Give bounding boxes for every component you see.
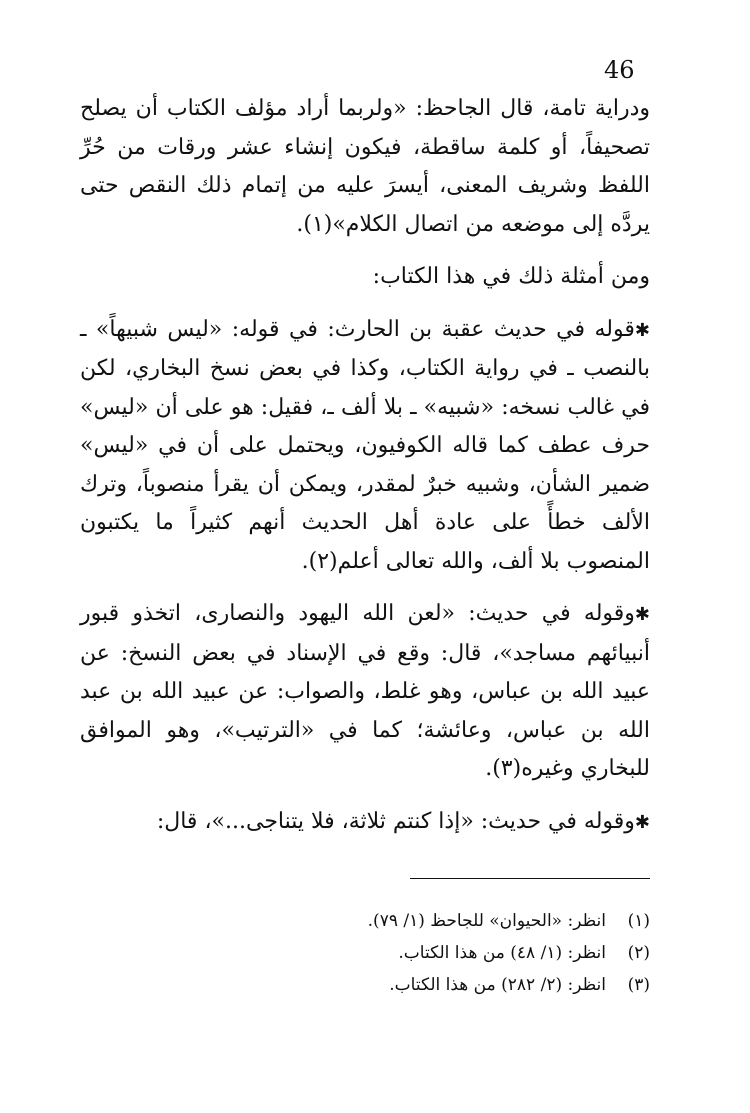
footnote-item [80, 969, 650, 1001]
paragraph-jahiz-quote: ودراية تامة، قال الجاحظ: «ولربما أراد مؤلف الكتاب أن يصلح تصحيفاً، أو كلمة ساقطة، فيكون إنشاء عشر ورقات من حُرِّ اللفظ وشريف المعنى، أيسرَ عليه من إتمام ذلك النقص حتى يردَّه إلى موضعه من اتصال الكلام»(١). [80, 96, 650, 237]
footnote-text: انظر: (١/ ٤٨) من هذا الكتاب. [398, 943, 606, 963]
footnote-text: انظر: (٢/ ٢٨٢) من هذا الكتاب. [389, 975, 606, 995]
paragraph-example-three: ✱ وقوله في حديث: «إذا كنتم ثلاثة، فلا يتناجى...»، قال: [80, 803, 650, 843]
main-text [80, 90, 650, 856]
paragraph-examples-intro: ومن أمثلة ذلك في هذا الكتاب: [372, 264, 650, 289]
paragraph-example-uqba: ✱ قوله في حديث عقبة بن الحارث: في قوله: «ليس شبيهاً» ـ بالنصب ـ في رواية الكتاب، وكذا في بعض نسخ البخاري، لكن في غالب نسخه: «شبيه» ـ بلا ألف ـ، فقيل: هو على أن «ليس» حرف عطف كما قاله الكوفيون، ويحتمل على أن في «ليس» ضمير الشأن، وشبيه خبرٌ لمقدر، ويمكن أن يقرأ منصوباً، وترك الألف خطأً على عادة أهل الحديث أنهم كثيراً ما يكتبون المنصوب بلا ألف، والله تعالى أعلم(٢). [80, 311, 650, 582]
footnotes [80, 905, 650, 1001]
footnote-separator [410, 878, 650, 879]
footnote-text: انظر: «الحيوان» للجاحظ (١/ ٧٩). [367, 911, 606, 931]
paragraph-example-graves: ✱ وقوله في حديث: «لعن الله اليهود والنصارى، اتخذو قبور أنبيائهم مساجد»، قال: وقع في الإسناد في بعض النسخ: عن عبيد الله بن عباس، وهو غلط، والصواب: عن عبيد الله بن عبد الله بن عباس، وعائشة؛ كما في «الترتيب»، وهو الموافق للبخاري وغيره(٣). [80, 595, 650, 789]
footnote-number: (١) [627, 911, 650, 931]
footnote-item [80, 905, 650, 937]
footnote-number: (٢) [627, 943, 650, 963]
footnote-number: (٣) [627, 975, 650, 995]
page-number: 46 [604, 56, 635, 84]
footnote-item [80, 937, 650, 969]
